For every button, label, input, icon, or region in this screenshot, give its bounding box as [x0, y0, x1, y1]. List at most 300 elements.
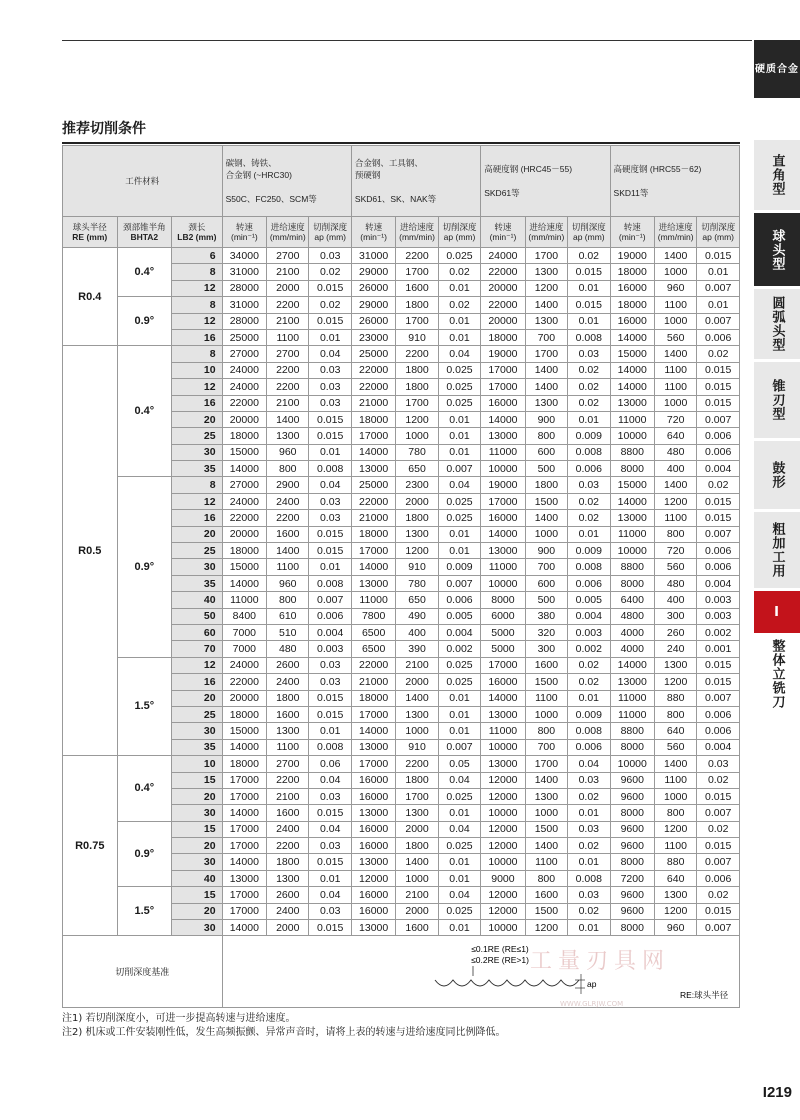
- value-cell: 6500: [351, 624, 395, 640]
- value-cell: 640: [654, 870, 696, 886]
- value-cell: 2200: [396, 248, 438, 264]
- value-cell: 500: [525, 461, 567, 477]
- value-cell: 0.001: [697, 641, 740, 657]
- value-cell: 2200: [267, 838, 309, 854]
- value-cell: 10000: [481, 920, 525, 936]
- value-cell: 1000: [396, 428, 438, 444]
- value-cell: 0.015: [568, 264, 610, 280]
- value-cell: 1100: [267, 559, 309, 575]
- value-cell: 2200: [396, 756, 438, 772]
- value-cell: 0.006: [568, 461, 610, 477]
- value-cell: 5000: [481, 641, 525, 657]
- value-cell: 25000: [351, 477, 395, 493]
- value-cell: 16000: [351, 821, 395, 837]
- value-cell: 0.015: [697, 248, 740, 264]
- value-cell: 0.03: [309, 379, 351, 395]
- value-cell: 0.01: [438, 920, 480, 936]
- value-cell: 0.006: [697, 444, 740, 460]
- tab-square-end[interactable]: 直角型: [754, 140, 800, 210]
- value-cell: 16000: [351, 838, 395, 854]
- value-cell: 0.01: [438, 706, 480, 722]
- value-cell: 0.03: [568, 821, 610, 837]
- value-cell: 14000: [222, 805, 266, 821]
- value-cell: 12000: [351, 870, 395, 886]
- value-cell: 7000: [222, 641, 266, 657]
- value-cell: 8800: [610, 723, 654, 739]
- tab-barrel[interactable]: 鼓形: [754, 441, 800, 509]
- table-row: [63, 346, 740, 362]
- ball-radius-cell: R0.4: [63, 248, 118, 346]
- value-cell: 24000: [481, 248, 525, 264]
- value-cell: 0.03: [568, 887, 610, 903]
- value-cell: 14000: [610, 362, 654, 378]
- tab-corner-radius[interactable]: 圆弧头型: [754, 289, 800, 359]
- value-cell: 780: [396, 444, 438, 460]
- value-cell: 0.007: [697, 526, 740, 542]
- value-cell: 1400: [525, 838, 567, 854]
- neck-length-cell: 8: [172, 346, 223, 362]
- value-cell: 13000: [351, 854, 395, 870]
- value-cell: 18000: [222, 706, 266, 722]
- value-cell: 4000: [610, 624, 654, 640]
- value-cell: 0.02: [568, 493, 610, 509]
- value-cell: 0.007: [697, 690, 740, 706]
- value-cell: 13000: [351, 575, 395, 591]
- speed-header: 转速 (min⁻¹): [481, 217, 525, 248]
- value-cell: 0.01: [568, 805, 610, 821]
- value-cell: 24000: [222, 657, 266, 673]
- value-cell: 1300: [396, 805, 438, 821]
- value-cell: 15000: [222, 444, 266, 460]
- value-cell: 8000: [610, 461, 654, 477]
- value-cell: 2000: [267, 920, 309, 936]
- value-cell: 0.015: [697, 510, 740, 526]
- value-cell: 29000: [351, 264, 395, 280]
- value-cell: 0.03: [697, 756, 740, 772]
- neck-length-cell: 50: [172, 608, 223, 624]
- value-cell: 2100: [396, 657, 438, 673]
- value-cell: 9600: [610, 772, 654, 788]
- value-cell: 720: [654, 543, 696, 559]
- value-cell: 1000: [525, 526, 567, 542]
- value-cell: 0.02: [568, 395, 610, 411]
- neck-length-header: 颈长 LB2 (mm): [172, 217, 223, 248]
- value-cell: 0.015: [697, 395, 740, 411]
- value-cell: 26000: [351, 313, 395, 329]
- value-cell: 28000: [222, 280, 266, 296]
- value-cell: 2600: [267, 887, 309, 903]
- value-cell: 17000: [222, 838, 266, 854]
- value-cell: 0.007: [697, 805, 740, 821]
- value-cell: 800: [267, 461, 309, 477]
- neck-length-cell: 20: [172, 903, 223, 919]
- value-cell: 0.009: [568, 706, 610, 722]
- feed-header: 进给速度 (mm/min): [267, 217, 309, 248]
- value-cell: 17000: [351, 543, 395, 559]
- value-cell: 1300: [396, 526, 438, 542]
- value-cell: 18000: [351, 411, 395, 427]
- value-cell: 0.01: [438, 526, 480, 542]
- value-cell: 0.01: [438, 329, 480, 345]
- value-cell: 1200: [654, 821, 696, 837]
- value-cell: 5000: [481, 624, 525, 640]
- value-cell: 0.025: [438, 674, 480, 690]
- feed-header: 进给速度 (mm/min): [525, 217, 567, 248]
- value-cell: 1000: [396, 723, 438, 739]
- value-cell: 0.03: [309, 788, 351, 804]
- value-cell: 0.02: [568, 788, 610, 804]
- value-cell: 0.01: [438, 543, 480, 559]
- value-cell: 2000: [396, 674, 438, 690]
- value-cell: 9600: [610, 821, 654, 837]
- value-cell: 0.004: [438, 624, 480, 640]
- value-cell: 24000: [222, 379, 266, 395]
- tab-solid-endmill: 整体立铣刀: [754, 636, 800, 712]
- value-cell: 2100: [267, 788, 309, 804]
- value-cell: 0.015: [309, 706, 351, 722]
- value-cell: 1400: [396, 854, 438, 870]
- value-cell: 1700: [525, 346, 567, 362]
- neck-angle-cell: 0.9°: [117, 477, 172, 657]
- material-col-4: 高硬度钢 (HRC55－62) SKD11等: [610, 146, 739, 217]
- value-cell: 960: [654, 920, 696, 936]
- value-cell: 560: [654, 329, 696, 345]
- value-cell: 910: [396, 559, 438, 575]
- value-cell: 0.03: [309, 674, 351, 690]
- value-cell: 0.025: [438, 903, 480, 919]
- value-cell: 22000: [481, 264, 525, 280]
- workmat-header: 工件材料: [63, 146, 223, 217]
- value-cell: 9000: [481, 870, 525, 886]
- value-cell: 13000: [351, 739, 395, 755]
- value-cell: 0.005: [568, 592, 610, 608]
- value-cell: 13000: [610, 674, 654, 690]
- value-cell: 27000: [222, 477, 266, 493]
- value-cell: 2000: [267, 280, 309, 296]
- value-cell: 1000: [654, 788, 696, 804]
- neck-length-cell: 8: [172, 297, 223, 313]
- value-cell: 10000: [610, 543, 654, 559]
- value-cell: 2200: [267, 362, 309, 378]
- tab-section-i[interactable]: I: [754, 591, 800, 633]
- value-cell: 480: [654, 575, 696, 591]
- value-cell: 610: [267, 608, 309, 624]
- value-cell: 15000: [222, 559, 266, 575]
- neck-length-cell: 30: [172, 854, 223, 870]
- value-cell: 2000: [396, 821, 438, 837]
- value-cell: 1600: [396, 280, 438, 296]
- value-cell: 0.03: [568, 772, 610, 788]
- value-cell: 14000: [610, 329, 654, 345]
- value-cell: 0.015: [697, 362, 740, 378]
- notes: [62, 1012, 505, 1040]
- value-cell: 0.04: [309, 772, 351, 788]
- value-cell: 2400: [267, 903, 309, 919]
- value-cell: 2700: [267, 756, 309, 772]
- value-cell: 13000: [351, 805, 395, 821]
- value-cell: 1800: [396, 379, 438, 395]
- value-cell: 0.02: [697, 772, 740, 788]
- value-cell: 0.01: [568, 411, 610, 427]
- tab-roughing[interactable]: 粗加工用: [754, 512, 800, 588]
- value-cell: 1100: [267, 329, 309, 345]
- value-cell: 9600: [610, 838, 654, 854]
- value-cell: 13000: [481, 706, 525, 722]
- neck-angle-cell: 0.4°: [117, 248, 172, 297]
- neck-length-cell: 40: [172, 870, 223, 886]
- value-cell: 1800: [267, 690, 309, 706]
- value-cell: 1200: [525, 920, 567, 936]
- value-cell: 260: [654, 624, 696, 640]
- value-cell: 300: [525, 641, 567, 657]
- value-cell: 1300: [267, 428, 309, 444]
- value-cell: 0.015: [309, 690, 351, 706]
- neck-angle-cell: 0.9°: [117, 821, 172, 887]
- neck-length-cell: 35: [172, 575, 223, 591]
- value-cell: 16000: [481, 674, 525, 690]
- value-cell: 11000: [222, 592, 266, 608]
- value-cell: 600: [525, 575, 567, 591]
- value-cell: 1200: [396, 411, 438, 427]
- value-cell: 11000: [481, 723, 525, 739]
- value-cell: 0.03: [309, 903, 351, 919]
- neck-length-cell: 20: [172, 838, 223, 854]
- value-cell: 560: [654, 739, 696, 755]
- value-cell: 0.02: [697, 887, 740, 903]
- value-cell: 0.006: [697, 543, 740, 559]
- material-col-3: 高硬度钢 (HRC45－55) SKD61等: [481, 146, 610, 217]
- table-row: [63, 477, 740, 493]
- value-cell: 22000: [351, 657, 395, 673]
- value-cell: 640: [654, 723, 696, 739]
- value-cell: 1100: [654, 362, 696, 378]
- value-cell: 9600: [610, 788, 654, 804]
- neck-length-cell: 6: [172, 248, 223, 264]
- value-cell: 1800: [396, 297, 438, 313]
- value-cell: 12000: [481, 821, 525, 837]
- value-cell: 1800: [396, 772, 438, 788]
- material-col-1: 碳钢、铸铁、 合金钢 (~HRC30) S50C、FC250、SCM等: [222, 146, 351, 217]
- value-cell: 0.06: [309, 756, 351, 772]
- value-cell: 13000: [351, 461, 395, 477]
- value-cell: 0.004: [309, 624, 351, 640]
- value-cell: 1300: [525, 788, 567, 804]
- value-cell: 20000: [222, 411, 266, 427]
- value-cell: 0.025: [438, 838, 480, 854]
- value-cell: 1100: [525, 690, 567, 706]
- value-cell: 1000: [654, 264, 696, 280]
- value-cell: 13000: [351, 920, 395, 936]
- value-cell: 0.01: [438, 690, 480, 706]
- neck-length-cell: 12: [172, 313, 223, 329]
- value-cell: 1400: [654, 477, 696, 493]
- value-cell: 1100: [525, 854, 567, 870]
- value-cell: 0.02: [568, 838, 610, 854]
- value-cell: 0.04: [438, 477, 480, 493]
- neck-length-cell: 12: [172, 379, 223, 395]
- value-cell: 0.006: [697, 870, 740, 886]
- tab-ball-end[interactable]: 球头型: [754, 213, 800, 286]
- value-cell: 29000: [351, 297, 395, 313]
- value-cell: 0.004: [568, 608, 610, 624]
- value-cell: 31000: [222, 264, 266, 280]
- value-cell: 11000: [610, 690, 654, 706]
- neck-length-cell: 15: [172, 821, 223, 837]
- value-cell: 1300: [396, 706, 438, 722]
- value-cell: 0.02: [697, 346, 740, 362]
- value-cell: 0.03: [309, 362, 351, 378]
- value-cell: 22000: [351, 379, 395, 395]
- value-cell: 2000: [396, 493, 438, 509]
- value-cell: 16000: [481, 395, 525, 411]
- value-cell: 1600: [396, 920, 438, 936]
- value-cell: 14000: [610, 493, 654, 509]
- value-cell: 19000: [610, 248, 654, 264]
- value-cell: 880: [654, 854, 696, 870]
- value-cell: 1000: [525, 805, 567, 821]
- value-cell: 18000: [610, 264, 654, 280]
- value-cell: 17000: [222, 788, 266, 804]
- value-cell: 400: [654, 592, 696, 608]
- value-cell: 13000: [481, 428, 525, 444]
- value-cell: 11000: [610, 526, 654, 542]
- value-cell: 0.007: [438, 461, 480, 477]
- value-cell: 20000: [481, 280, 525, 296]
- value-cell: 0.02: [438, 264, 480, 280]
- value-cell: 1500: [525, 493, 567, 509]
- value-cell: 1300: [525, 313, 567, 329]
- value-cell: 28000: [222, 313, 266, 329]
- value-cell: 1400: [654, 248, 696, 264]
- value-cell: 650: [396, 461, 438, 477]
- value-cell: 11000: [351, 592, 395, 608]
- value-cell: 0.015: [309, 805, 351, 821]
- neck-length-cell: 15: [172, 887, 223, 903]
- value-cell: 14000: [222, 461, 266, 477]
- table-row: [63, 756, 740, 772]
- value-cell: 0.01: [438, 444, 480, 460]
- value-cell: 560: [654, 559, 696, 575]
- value-cell: 18000: [610, 297, 654, 313]
- value-cell: 1700: [396, 788, 438, 804]
- value-cell: 320: [525, 624, 567, 640]
- value-cell: 0.02: [568, 510, 610, 526]
- value-cell: 14000: [351, 559, 395, 575]
- neck-length-cell: 12: [172, 280, 223, 296]
- value-cell: 17000: [222, 903, 266, 919]
- value-cell: 0.015: [309, 280, 351, 296]
- value-cell: 8000: [481, 592, 525, 608]
- value-cell: 22000: [351, 493, 395, 509]
- value-cell: 17000: [351, 428, 395, 444]
- value-cell: 17000: [481, 379, 525, 395]
- value-cell: 0.04: [309, 887, 351, 903]
- value-cell: 11000: [481, 559, 525, 575]
- value-cell: 0.007: [697, 313, 740, 329]
- value-cell: 0.008: [309, 739, 351, 755]
- value-cell: 0.015: [697, 379, 740, 395]
- value-cell: 1000: [654, 313, 696, 329]
- value-cell: 11000: [610, 411, 654, 427]
- value-cell: 8400: [222, 608, 266, 624]
- neck-length-cell: 15: [172, 772, 223, 788]
- neck-length-cell: 30: [172, 920, 223, 936]
- value-cell: 0.005: [438, 608, 480, 624]
- value-cell: 2400: [267, 493, 309, 509]
- value-cell: 0.007: [309, 592, 351, 608]
- value-cell: 0.002: [438, 641, 480, 657]
- value-cell: 18000: [222, 428, 266, 444]
- value-cell: 800: [654, 526, 696, 542]
- value-cell: 0.006: [568, 739, 610, 755]
- value-cell: 8800: [610, 444, 654, 460]
- watermark-url: WWW.GLRJW.COM: [560, 1000, 624, 1008]
- value-cell: 16000: [351, 887, 395, 903]
- value-cell: 25000: [222, 329, 266, 345]
- value-cell: 7200: [610, 870, 654, 886]
- cutting-conditions-table: [62, 145, 740, 1008]
- value-cell: 14000: [222, 920, 266, 936]
- value-cell: 900: [525, 411, 567, 427]
- value-cell: 8000: [610, 575, 654, 591]
- value-cell: 14000: [610, 657, 654, 673]
- value-cell: 21000: [351, 674, 395, 690]
- value-cell: 960: [267, 444, 309, 460]
- value-cell: 14000: [222, 575, 266, 591]
- neck-length-cell: 20: [172, 690, 223, 706]
- value-cell: 0.01: [568, 920, 610, 936]
- value-cell: 1400: [525, 362, 567, 378]
- value-cell: 0.006: [697, 329, 740, 345]
- depth-header: 切削深度 ap (mm): [697, 217, 740, 248]
- value-cell: 26000: [351, 280, 395, 296]
- value-cell: 18000: [222, 543, 266, 559]
- value-cell: 0.009: [568, 543, 610, 559]
- value-cell: 800: [654, 706, 696, 722]
- tab-carbide[interactable]: 硬质合金: [754, 40, 800, 98]
- value-cell: 0.03: [568, 477, 610, 493]
- value-cell: 800: [267, 592, 309, 608]
- value-cell: 0.002: [697, 624, 740, 640]
- value-cell: 700: [525, 329, 567, 345]
- value-cell: 22000: [481, 297, 525, 313]
- value-cell: 20000: [222, 526, 266, 542]
- value-cell: 0.004: [697, 739, 740, 755]
- speed-header: 转速 (min⁻¹): [610, 217, 654, 248]
- note-1: 注1) 若切削深度小，可进一步提高转速与进给速度。: [62, 1013, 296, 1024]
- value-cell: 390: [396, 641, 438, 657]
- value-cell: 480: [654, 444, 696, 460]
- value-cell: 1200: [396, 543, 438, 559]
- value-cell: 0.009: [568, 428, 610, 444]
- value-cell: 780: [396, 575, 438, 591]
- value-cell: 900: [525, 543, 567, 559]
- ball-radius-cell: R0.5: [63, 346, 118, 756]
- neck-angle-cell: 1.5°: [117, 887, 172, 936]
- value-cell: 800: [525, 723, 567, 739]
- value-cell: 7800: [351, 608, 395, 624]
- value-cell: 0.01: [309, 559, 351, 575]
- value-cell: 1400: [654, 756, 696, 772]
- value-cell: 0.03: [309, 395, 351, 411]
- value-cell: 500: [525, 592, 567, 608]
- neck-length-cell: 25: [172, 543, 223, 559]
- neck-length-cell: 16: [172, 395, 223, 411]
- tab-taper[interactable]: 锥刃型: [754, 362, 800, 438]
- value-cell: 14000: [610, 379, 654, 395]
- neck-length-cell: 20: [172, 526, 223, 542]
- neck-angle-cell: 1.5°: [117, 657, 172, 755]
